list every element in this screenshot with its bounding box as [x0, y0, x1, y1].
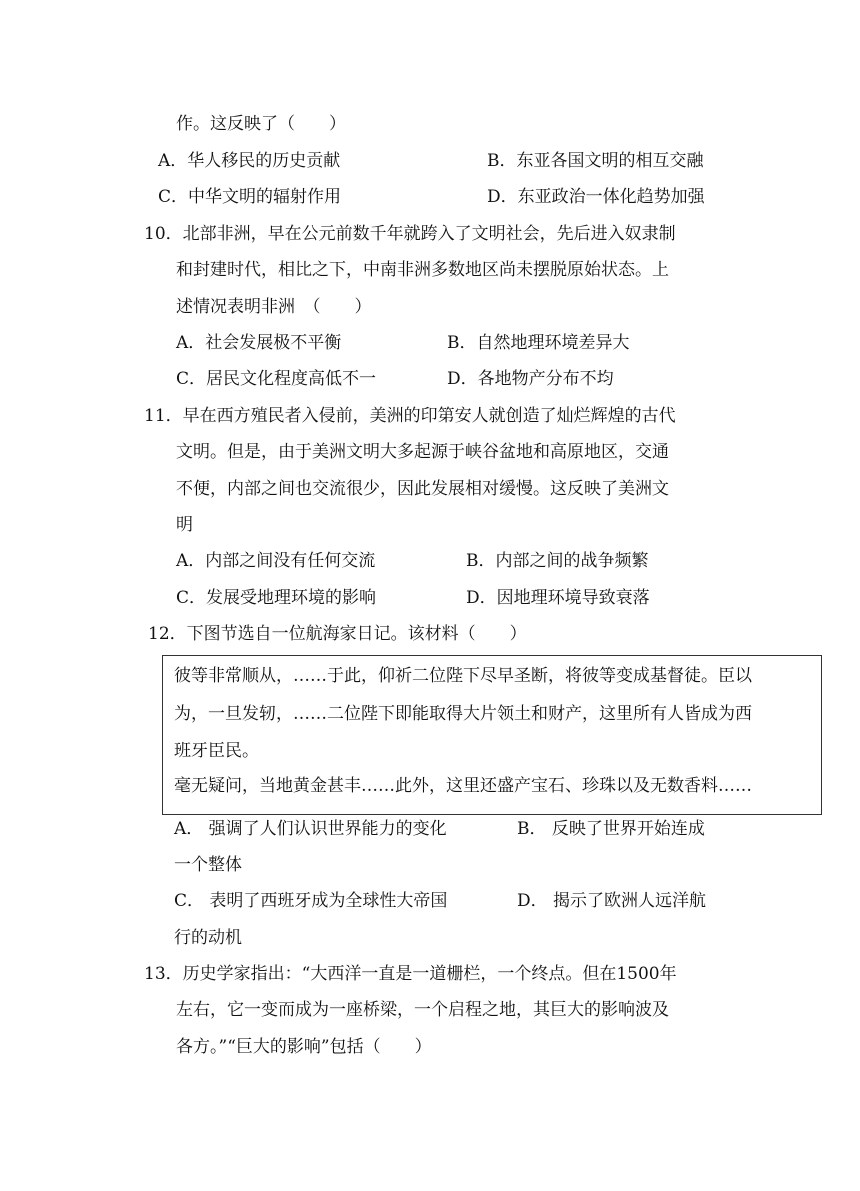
- q10-stem-line-3: 述情况表明非洲 （ ）: [176, 297, 372, 317]
- q9-option-c: C．中华文明的辐射作用: [158, 187, 342, 207]
- q12-option-d-cont: 行的动机: [174, 928, 242, 948]
- q9-option-b: B．东亚各国文明的相互交融: [487, 151, 704, 171]
- q10-option-b: B．自然地理环境差异大: [447, 333, 630, 353]
- q12-excerpt-line-4: 毫无疑问，当地黄金甚丰……此外，这里还盛产宝石、珍珠以及无数香料……: [174, 776, 752, 796]
- q11-stem-line-4: 明: [176, 515, 193, 535]
- q11-option-a: A．内部之间没有任何交流: [176, 551, 376, 571]
- q10-option-a: A．社会发展极不平衡: [176, 333, 342, 353]
- q9-stem-end: 作。这反映了（ ）: [176, 114, 346, 134]
- q12-excerpt-line-1: 彼等非常顺从，……于此，仰祈二位陛下尽早圣断，将彼等变成基督徒。臣以: [174, 666, 752, 686]
- q11-option-b: B．内部之间的战争频繁: [466, 551, 649, 571]
- q13-stem-line-2: 左右，它一变而成为一座桥梁，一个启程之地，其巨大的影响波及: [176, 1000, 669, 1020]
- q9-option-d: D．东亚政治一体化趋势加强: [487, 187, 705, 207]
- q10-stem-line-1: 10．北部非洲，早在公元前数千年就跨入了文明社会，先后进入奴隶制: [144, 224, 676, 244]
- q13-stem-line-3: 各方。”“巨大的影响”包括（ ）: [176, 1037, 432, 1057]
- q10-stem-line-2: 和封建时代，相比之下，中南非洲多数地区尚未摆脱原始状态。上: [176, 260, 669, 280]
- q12-option-a: A． 强调了人们认识世界能力的变化: [174, 819, 447, 839]
- q10-option-c: C．居民文化程度高低不一: [176, 369, 377, 389]
- q9-option-a: A．华人移民的历史贡献: [158, 151, 341, 171]
- q12-option-c: C． 表明了西班牙成为全球性大帝国: [174, 891, 448, 911]
- q10-option-d: D．各地物产分布不均: [447, 369, 614, 389]
- q12-excerpt-line-3: 班牙臣民。: [174, 741, 259, 761]
- q12-excerpt-line-2: 为，一旦发轫，……二位陛下即能取得大片领土和财产，这里所有人皆成为西: [174, 704, 752, 724]
- q11-option-d: D．因地理环境导致衰落: [466, 588, 650, 608]
- q11-stem-line-2: 文明。但是，由于美洲文明大多起源于峡谷盆地和高原地区，交通: [176, 442, 669, 462]
- q11-option-c: C．发展受地理环境的影响: [176, 588, 377, 608]
- q12-option-b-cont: 一个整体: [174, 855, 242, 875]
- q11-stem-line-1: 11．早在西方殖民者入侵前，美洲的印第安人就创造了灿烂辉煌的古代: [144, 406, 676, 426]
- q11-stem-line-3: 不便，内部之间也交流很少，因此发展相对缓慢。这反映了美洲文: [176, 479, 669, 499]
- q12-option-b: B． 反映了世界开始连成: [517, 819, 705, 839]
- q12-option-d: D． 揭示了欧洲人远洋航: [517, 891, 707, 911]
- q13-stem-line-1: 13．历史学家指出：“大西洋一直是一道栅栏，一个终点。但在1500年: [144, 964, 677, 984]
- q12-stem: 12．下图节选自一位航海家日记。该材料（ ）: [148, 624, 527, 644]
